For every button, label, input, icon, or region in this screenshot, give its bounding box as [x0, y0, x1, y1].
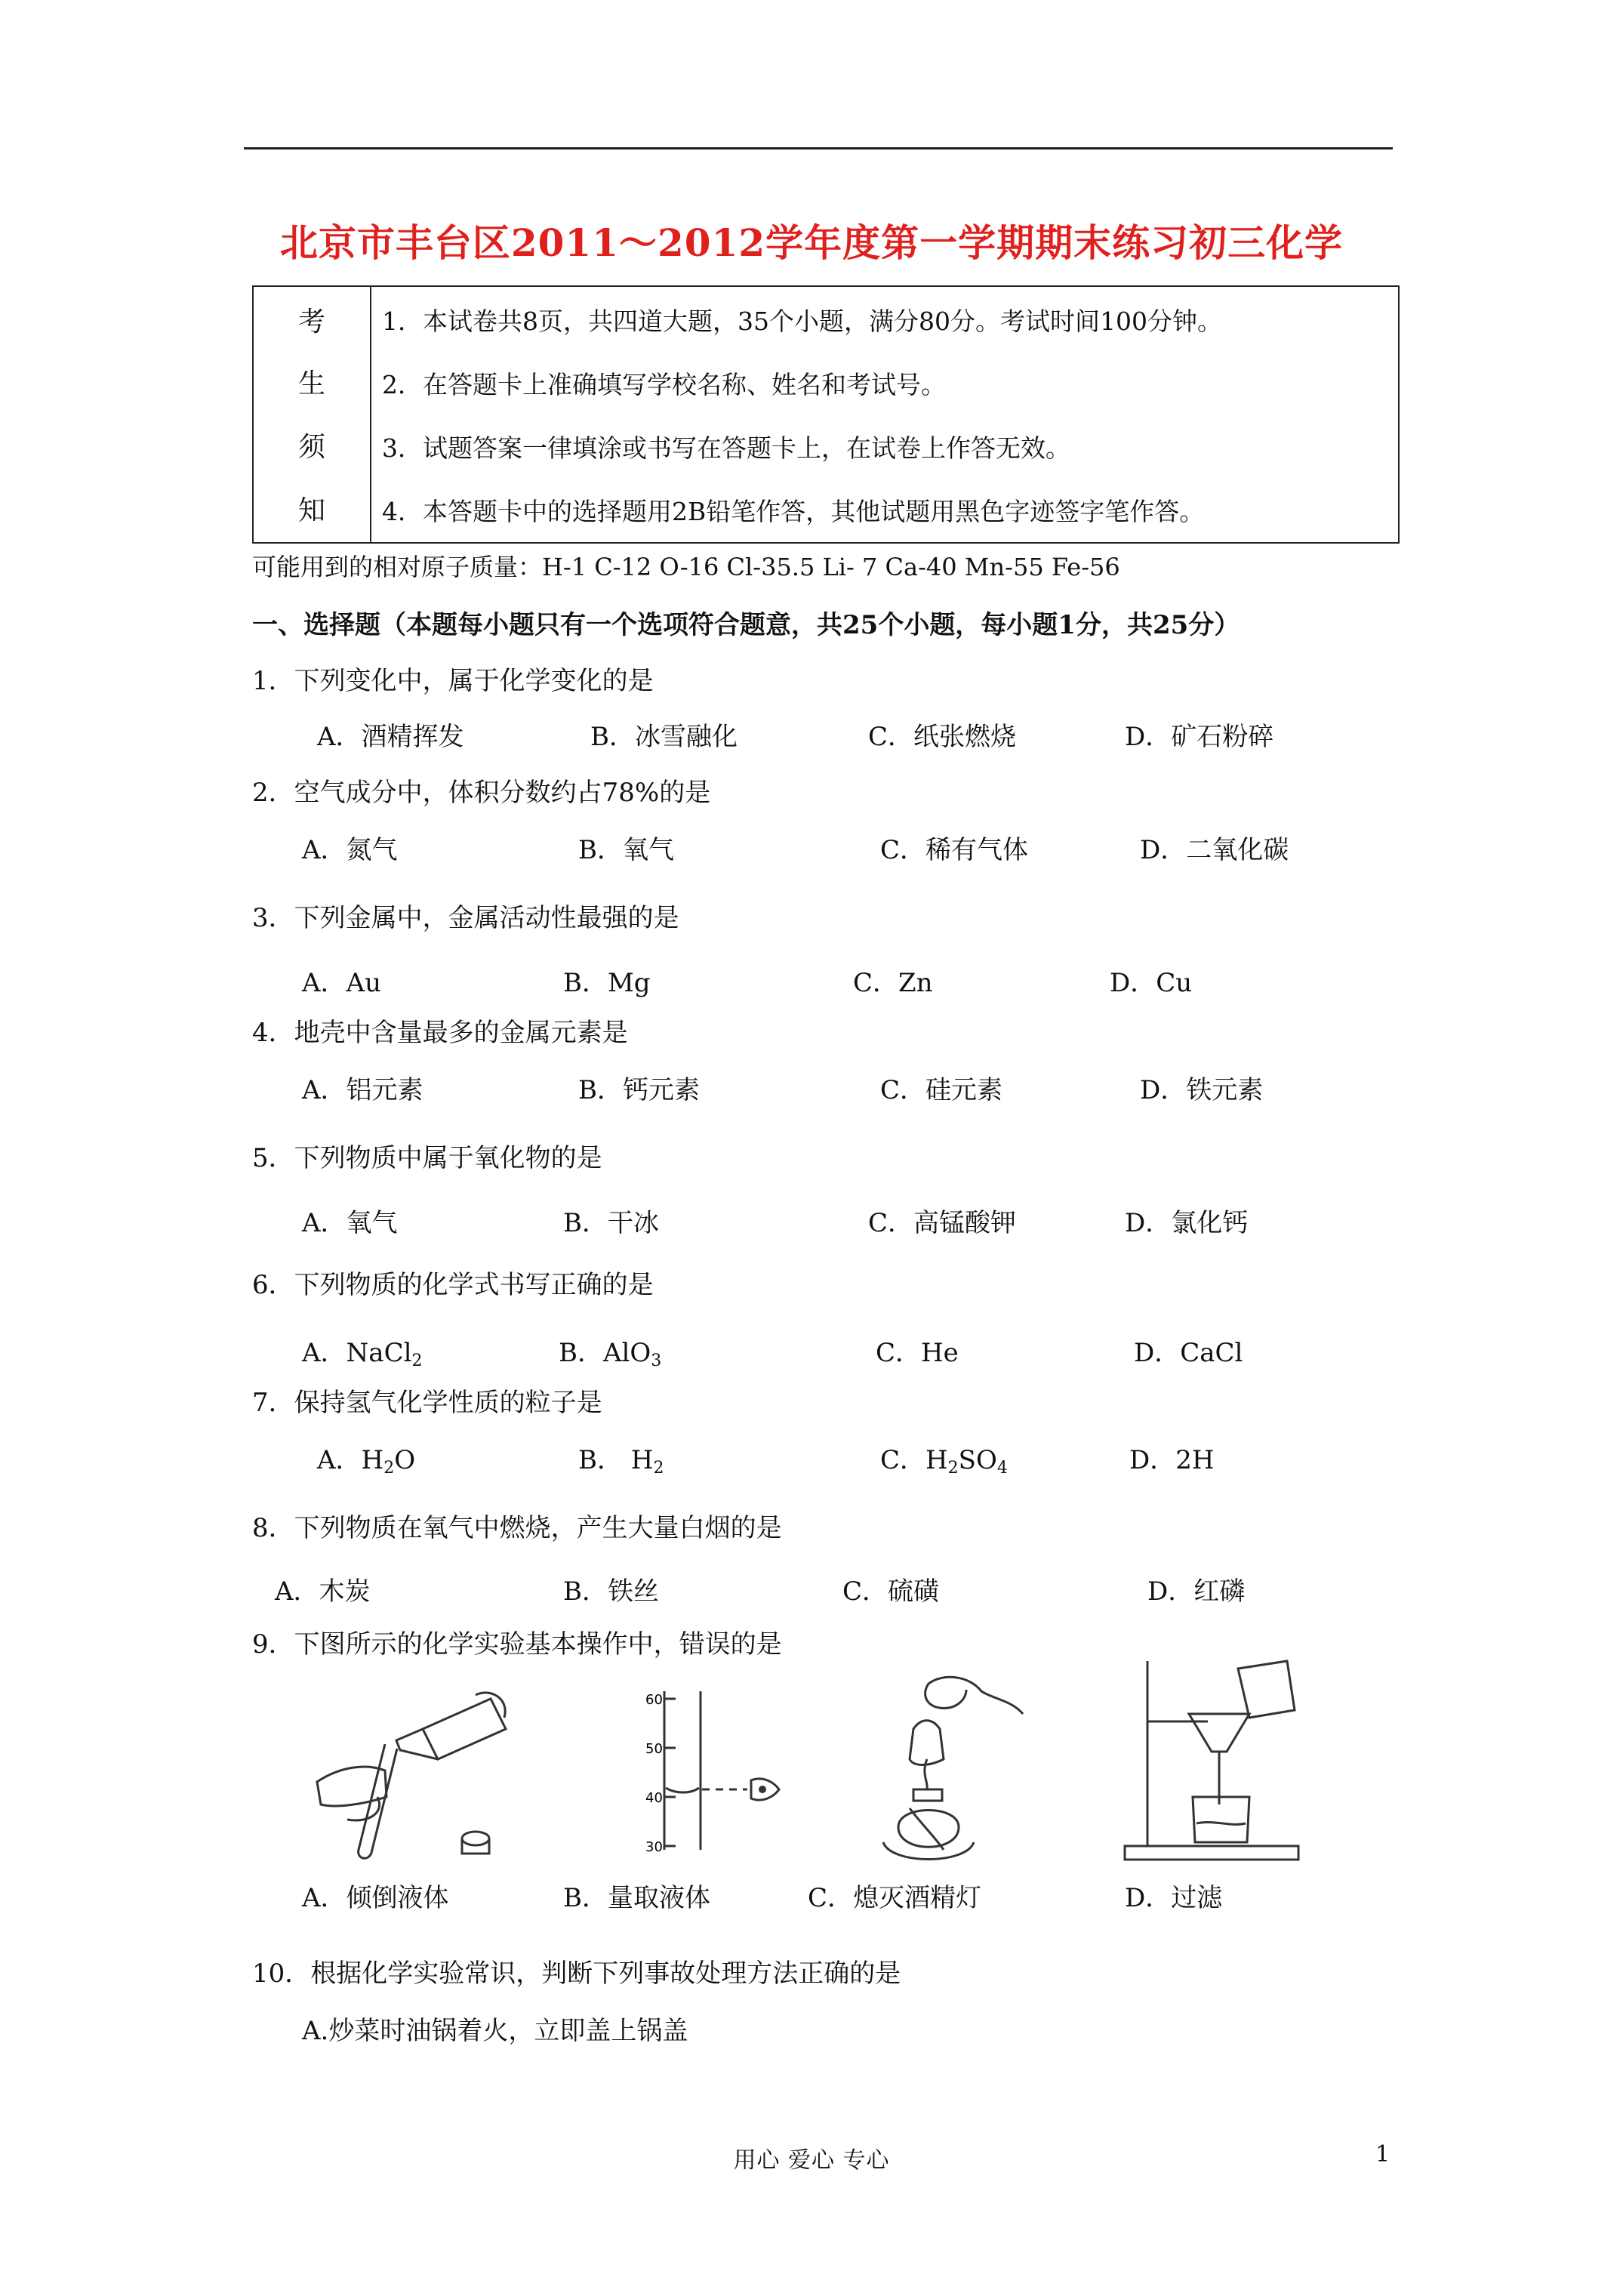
option: C．纸张燃烧	[868, 722, 1017, 752]
option: D．氯化钙	[1125, 1208, 1249, 1238]
option: C．硅元素	[880, 1075, 1003, 1105]
option: B．AlO$_3$	[559, 1338, 662, 1370]
option: C．高锰酸钾	[868, 1208, 1017, 1238]
cylinder-tick: 30	[645, 1839, 663, 1855]
notice-side-label	[254, 287, 371, 542]
option: B．冰雪融化	[590, 722, 738, 752]
option: A．Au	[302, 968, 382, 998]
option: D．矿石粉碎	[1125, 722, 1274, 752]
graduated-cylinder-figure	[604, 1684, 800, 1857]
question-stem: 8．下列物质在氧气中燃烧，产生大量白烟的是	[252, 1513, 782, 1543]
option: D．过滤	[1125, 1883, 1223, 1913]
question-stem: 5．下列物质中属于氧化物的是	[252, 1143, 602, 1173]
notice-rule: 4．本答题卡中的选择题用2B铅笔作答，其他试题用黑色字迹签字笔作答。	[382, 497, 1205, 526]
option: A．木炭	[275, 1576, 371, 1607]
page-number: 1	[1375, 2141, 1390, 2168]
option: C．稀有气体	[880, 835, 1029, 865]
option: A．$H_2O$	[317, 1445, 416, 1478]
option: C．$H_2SO_4$	[880, 1445, 1008, 1478]
alcohol-lamp-figure	[868, 1653, 1064, 1880]
option: B．氧气	[578, 835, 674, 865]
question-stem: 6．下列物质的化学式书写正确的是	[252, 1270, 654, 1300]
option: A．铝元素	[302, 1075, 423, 1105]
page-footer: 用心 爱心 专心	[733, 2147, 890, 2174]
option: B．铁丝	[563, 1576, 659, 1607]
option: A．NaCl$_2$	[302, 1338, 423, 1370]
option: D．CaCl	[1134, 1338, 1243, 1368]
notice-side-char: 知	[297, 495, 325, 526]
option: D．红磷	[1147, 1576, 1246, 1607]
notice-rule: 3．试题答案一律填涂或书写在答题卡上，在试卷上作答无效。	[382, 433, 1070, 463]
option: A．氧气	[302, 1208, 398, 1238]
section-heading: 一、选择题（本题每小题只有一个选项符合题意，共25个小题，每小题1分，共25分）	[252, 610, 1240, 640]
cylinder-tick: 40	[645, 1790, 663, 1806]
question-stem: 2．空气成分中，体积分数约占78%的是	[252, 778, 711, 808]
option: C．硫磺	[842, 1576, 940, 1607]
exam-notice-box	[252, 285, 1400, 544]
pouring-liquid-figure	[302, 1684, 513, 1865]
option: B．钙元素	[578, 1075, 700, 1105]
question-stem: 7．保持氢气化学性质的粒子是	[252, 1388, 602, 1418]
notice-rule: 1．本试卷共8页，共四道大题，35个小题，满分80分。考试时间100分钟。	[382, 307, 1222, 336]
notice-side-char: 考	[297, 307, 325, 337]
option: B．Mg	[563, 968, 651, 998]
atomic-masses: 可能用到的相对原子质量：H-1 C-12 O-16 Cl-35.5 Li- 7 Ca-40 Mn-55 Fe-56	[252, 553, 1120, 581]
header-rule	[244, 147, 1393, 149]
page-title: 北京市丰台区2011～2012学年度第一学期期末练习初三化学	[279, 220, 1344, 265]
option: A．倾倒液体	[302, 1883, 449, 1913]
cylinder-tick: 50	[645, 1741, 663, 1757]
option: D．铁元素	[1140, 1075, 1264, 1105]
option: C．He	[876, 1338, 959, 1368]
question-stem: 1．下列变化中，属于化学变化的是	[252, 666, 654, 696]
question-stem: 4．地壳中含量最多的金属元素是	[252, 1018, 628, 1048]
question-stem: 10．根据化学实验常识，判断下列事故处理方法正确的是	[252, 1959, 901, 1989]
option: A.炒菜时油锅着火，立即盖上锅盖	[302, 2016, 688, 2046]
notice-side-char: 须	[297, 432, 325, 463]
cylinder-tick: 60	[645, 1692, 663, 1708]
notice-rule: 2．在答题卡上准确填写学校名称、姓名和考试号。	[382, 370, 946, 399]
option: D．二氧化碳	[1140, 835, 1289, 865]
option: D．Cu	[1110, 968, 1193, 998]
option: B．量取液体	[563, 1883, 710, 1913]
notice-side-char: 生	[297, 368, 325, 399]
question-stem: 9．下图所示的化学实验基本操作中，错误的是	[252, 1629, 782, 1660]
option: C．Zn	[853, 968, 933, 998]
option: C．熄灭酒精灯	[808, 1883, 982, 1913]
option: B． $H_2$	[578, 1445, 664, 1478]
filtration-figure	[1117, 1653, 1329, 1865]
option: D．2H	[1129, 1445, 1215, 1475]
option: A．酒精挥发	[317, 722, 464, 752]
option: B．干冰	[563, 1208, 659, 1238]
question-stem: 3．下列金属中，金属活动性最强的是	[252, 903, 679, 933]
option: A．氮气	[302, 835, 398, 865]
